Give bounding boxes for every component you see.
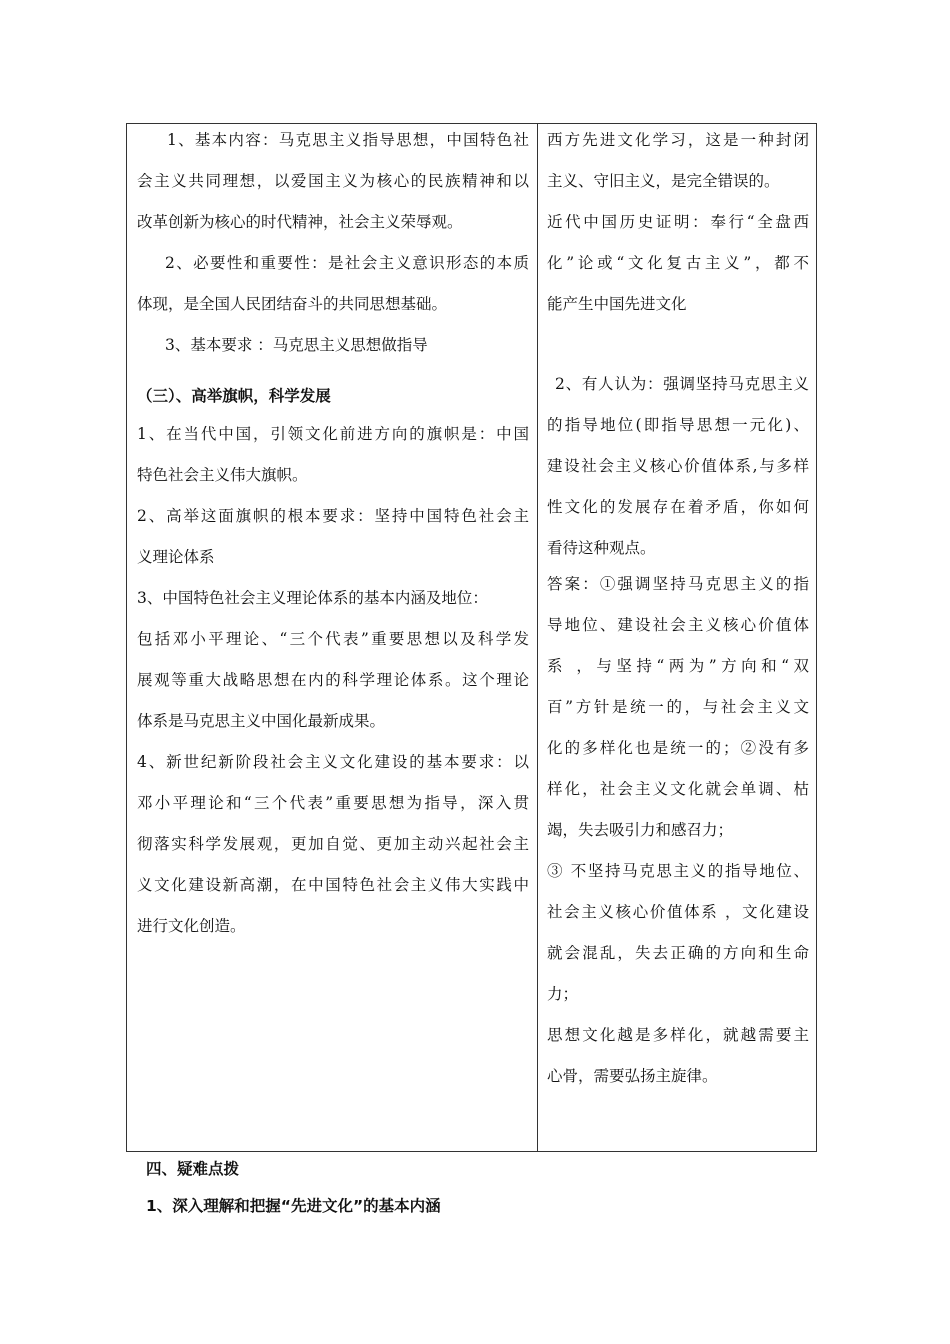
text-line: 包括邓小平理论、“三个代表”重要思想以及科学发 xyxy=(137,630,529,648)
text-line: 化的多样化也是统一的；②没有多 xyxy=(547,739,809,757)
text-line: 义文化建设新高潮，在中国特色社会主义伟大实践中 xyxy=(137,876,529,894)
text-line: 化”论或“文化复古主义”，都不 xyxy=(547,254,809,272)
text-line: 心骨，需要弘扬主旋律。 xyxy=(547,1067,718,1085)
text-line: 体现，是全国人民团结奋斗的共同思想基础。 xyxy=(137,295,448,313)
section-heading: （三）、高举旗帜，科学发展 xyxy=(137,386,331,405)
text-line: 1、在当代中国，引领文化前进方向的旗帜是：中国 xyxy=(137,425,529,443)
text-line: 导地位、建设社会主义核心价值体 xyxy=(547,616,809,634)
text-line: 的指导地位(即指导思想一元化)、 xyxy=(547,416,809,434)
text-line: 3、中国特色社会主义理论体系的基本内涵及地位： xyxy=(137,589,488,607)
text-line: 能产生中国先进文化 xyxy=(547,295,687,313)
text-line: 思想文化越是多样化，就越需要主 xyxy=(547,1026,809,1044)
text-line: 社会主义核心价值体系 ，文化建设 xyxy=(547,903,809,921)
subsection-heading: 1、深入理解和把握“先进文化”的基本内涵 xyxy=(146,1197,441,1215)
text-line: 展观等重大战略思想在内的科学理论体系。这个理论 xyxy=(137,671,529,689)
text-line: 彻落实科学发展观，更加自觉、更加主动兴起社会主 xyxy=(137,835,529,853)
text-line: 2、有人认为：强调坚持马克思主义 xyxy=(555,375,809,393)
text-line: 样化，社会主义文化就会单调、枯 xyxy=(547,780,809,798)
section-heading: 四、疑难点拨 xyxy=(146,1160,240,1178)
text-line: 2、必要性和重要性：是社会主义意识形态的本质 xyxy=(165,254,529,272)
text-line: 答案：①强调坚持马克思主义的指 xyxy=(547,575,809,593)
text-line: 近代中国历史证明：奉行“全盘西 xyxy=(547,213,809,231)
text-line: 义理论体系 xyxy=(137,548,215,566)
text-line: 百”方针是统一的，与社会主义文 xyxy=(547,698,809,716)
text-line: 性文化的发展存在着矛盾，你如何 xyxy=(547,498,809,516)
text-line: 特色社会主义伟大旗帜。 xyxy=(137,466,308,484)
text-line: 竭，失去吸引力和感召力； xyxy=(547,821,734,839)
text-line: 会主义共同理想，以爱国主义为核心的民族精神和以 xyxy=(137,172,529,190)
text-line: 建设社会主义核心价值体系,与多样 xyxy=(547,457,809,475)
text-line: 4、新世纪新阶段社会主义文化建设的基本要求：以 xyxy=(137,753,529,771)
content-table xyxy=(126,123,817,1152)
text-line: 主义、守旧主义，是完全错误的。 xyxy=(547,172,780,190)
text-line: 1、基本内容：马克思主义指导思想，中国特色社 xyxy=(167,131,529,149)
text-line: 邓小平理论和“三个代表”重要思想为指导，深入贯 xyxy=(137,794,529,812)
text-line: 体系是马克思主义中国化最新成果。 xyxy=(137,712,386,730)
text-line: ③ 不坚持马克思主义的指导地位、 xyxy=(547,862,809,880)
text-line: 系 ，与坚持“两为”方向和“双 xyxy=(547,657,809,675)
text-line: 2、高举这面旗帜的根本要求：坚持中国特色社会主 xyxy=(137,507,529,525)
text-line: 进行文化创造。 xyxy=(137,917,246,935)
text-line: 看待这种观点。 xyxy=(547,539,656,557)
text-line: 改革创新为核心的时代精神，社会主义荣辱观。 xyxy=(137,213,463,231)
text-line: 西方先进文化学习，这是一种封闭 xyxy=(547,131,809,149)
text-line: 3、基本要求 ：马克思主义思想做指导 xyxy=(165,336,428,354)
text-line: 力； xyxy=(547,985,579,1003)
text-line: 就会混乱，失去正确的方向和生命 xyxy=(547,944,809,962)
column-divider xyxy=(537,124,538,1151)
